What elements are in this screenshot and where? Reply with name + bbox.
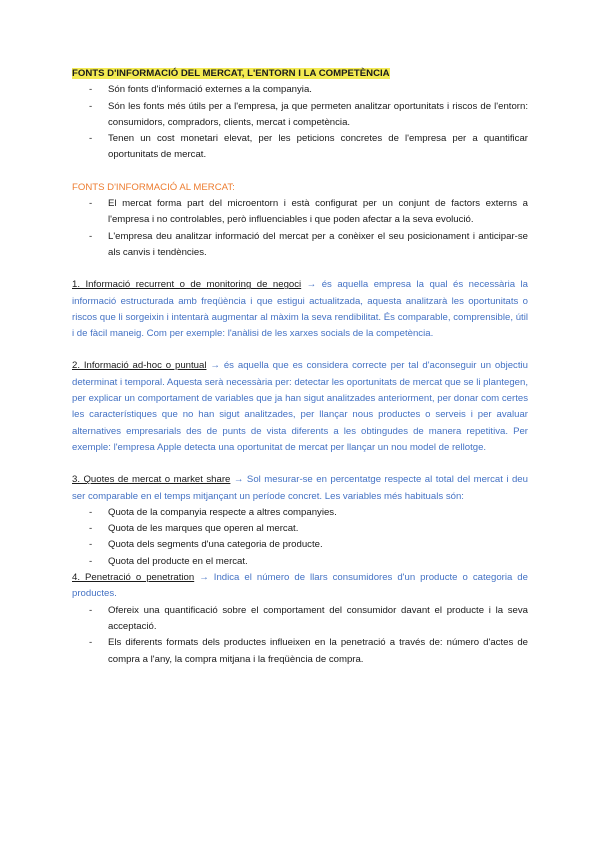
section2-bullets xyxy=(72,196,528,261)
item3-term: 3. Quotes de mercat o market share xyxy=(72,474,231,486)
dash: - xyxy=(89,539,93,551)
item3-arrow: → xyxy=(233,474,244,486)
list-item-text: L'empresa deu analitzar informació del mercat per a conèixer el seu posicionament i anticipar-se als canvis i tendències. xyxy=(108,230,528,258)
item3-text: Sol mesurar-se en percentatge respecte al total del mercat i deu ser comparable en el temps mitjançant un període concret. Les variables més habituals són: xyxy=(72,474,528,502)
list-item xyxy=(72,229,528,262)
dash: - xyxy=(89,133,93,145)
list-item xyxy=(72,554,528,570)
item4-term: 4. Penetració o penetration xyxy=(72,572,195,584)
list-item-text: Ofereix una quantificació sobre el comportament del consumidor davant el producte i la seva acceptació. xyxy=(108,604,528,632)
section1-bullets xyxy=(72,82,528,163)
list-item xyxy=(72,537,528,553)
item1-text: és aquella empresa la qual és necessària la informació estructurada amb freqüència i que estigui actualitzada, aquesta analitzarà les oportunitats o riscos que li sorgeixin i intentarà augmentar al màxim la seva rendibilitat. És comparable, comprensible, útil i de fàcil maneig. Com per exemple: l'anàlisi de les xarxes socials de la competència. xyxy=(72,279,528,340)
item1-term: 1. Informació recurrent o de monitoring de negoci xyxy=(72,279,302,291)
dash: - xyxy=(89,230,93,242)
dash: - xyxy=(89,84,93,96)
list-item-text: Els diferents formats dels productes influeixen en la penetració a través de: número d'actes de compra a l'any, la compra mitjana i la freqüència de compra. xyxy=(108,637,528,665)
list-item-text: Són les fonts més útils per a l'empresa, ja que permeten analitzar oportunitats i riscos de l'entorn: consumidors, compradors, clients, mercat i competència. xyxy=(108,100,528,128)
list-item xyxy=(72,196,528,229)
list-item xyxy=(72,521,528,537)
item3-paragraph xyxy=(72,472,528,505)
item1-paragraph xyxy=(72,277,528,342)
list-item xyxy=(72,82,528,98)
section2-title: FONTS D'INFORMACIÓ AL MERCAT: xyxy=(72,181,235,193)
dash: - xyxy=(89,637,93,649)
dash: - xyxy=(89,555,93,567)
list-item-text: Quota dels segments d'una categoria de producte. xyxy=(108,539,323,551)
item2-paragraph xyxy=(72,358,528,456)
item2-term: 2. Informació ad-hoc o puntual xyxy=(72,360,207,372)
list-item xyxy=(72,99,528,132)
item1-arrow: → xyxy=(306,279,317,291)
list-item-text: Són fonts d'informació externes a la companyia. xyxy=(108,84,312,96)
list-item xyxy=(72,603,528,636)
item4-bullets xyxy=(72,603,528,668)
dash: - xyxy=(89,100,93,112)
item4-paragraph xyxy=(72,570,528,603)
list-item-text: Quota del producte en el mercat. xyxy=(108,555,248,567)
dash: - xyxy=(89,506,93,518)
dash: - xyxy=(89,523,93,535)
section1-title xyxy=(72,66,528,82)
list-item xyxy=(72,131,528,164)
item2-arrow: → xyxy=(210,360,220,372)
section1-title-text: FONTS D'INFORMACIÓ DEL MERCAT, L'ENTORN I LA COMPETÈNCIA xyxy=(72,68,390,79)
item2-text: és aquella que es considera correcte per tal d'aconseguir un objectiu determinat i temporal. Aquesta serà necessària per: detectar les oportunitats de mercat que se li plantegen, per explicar un comportament de variables que ja han sigut analitzades anteriorment, per donar com certes les característiques que no han sigut analitzades, per llançar nous productes o serveis i per avaluar alternatives empresarials des de punts de vista diferents a les obtingudes de manera repetitiva. Per exemple: l'empresa Apple detecta una oportunitat de mercat per llançar un nou model de rellotge. xyxy=(72,360,528,453)
document-page xyxy=(72,66,528,668)
list-item-text: Tenen un cost monetari elevat, per les peticions concretes de l'empresa per a quantificar oportunitats de mercat. xyxy=(108,133,528,161)
list-item-text: Quota de la companyia respecte a altres companyies. xyxy=(108,506,337,518)
list-item-text: Quota de les marques que operen al mercat. xyxy=(108,523,299,535)
dash: - xyxy=(89,604,93,616)
item4-arrow: → xyxy=(199,572,209,584)
list-item xyxy=(72,505,528,521)
list-item-text: El mercat forma part del microentorn i està configurat per un conjunt de factors externs a l'empresa i no controlables, però influenciables i que poden afectar a la seva evolució. xyxy=(108,198,528,226)
item3-bullets xyxy=(72,505,528,570)
dash: - xyxy=(89,198,93,210)
item4-text: Indica el número de llars consumidores d'un producte o categoria de productes. xyxy=(72,572,528,600)
list-item xyxy=(72,635,528,668)
